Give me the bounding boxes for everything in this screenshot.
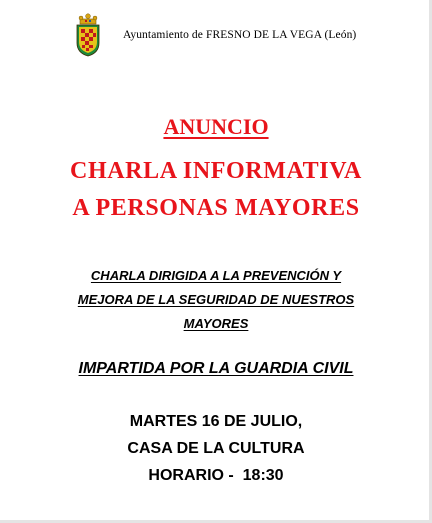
title-line: CHARLA INFORMATIVA <box>70 158 362 184</box>
title-line: A PERSONAS MAYORES <box>72 195 360 221</box>
notice-title <box>0 153 432 227</box>
imparted-by: IMPARTIDA POR LA GUARDIA CIVIL <box>78 360 354 377</box>
notice-label: ANUNCIO <box>163 114 269 139</box>
subtitle-line: MEJORA DE LA SEGURIDAD DE NUESTROS <box>77 292 355 307</box>
notice-subtitle <box>0 264 432 336</box>
event-details <box>0 408 432 489</box>
event-date: MARTES 16 DE JULIO, <box>129 413 303 430</box>
event-venue: CASA DE LA CULTURA <box>127 440 305 457</box>
coat-of-arms-icon <box>74 13 102 57</box>
document-header <box>74 12 102 58</box>
subtitle-line: CHARLA DIRIGIDA A LA PREVENCIÓN Y <box>90 268 342 283</box>
subtitle-line: MAYORES <box>183 316 249 331</box>
event-time: HORARIO - 18:30 <box>148 467 284 484</box>
organization-name: Ayuntamiento de FRESNO DE LA VEGA (León) <box>123 29 357 41</box>
